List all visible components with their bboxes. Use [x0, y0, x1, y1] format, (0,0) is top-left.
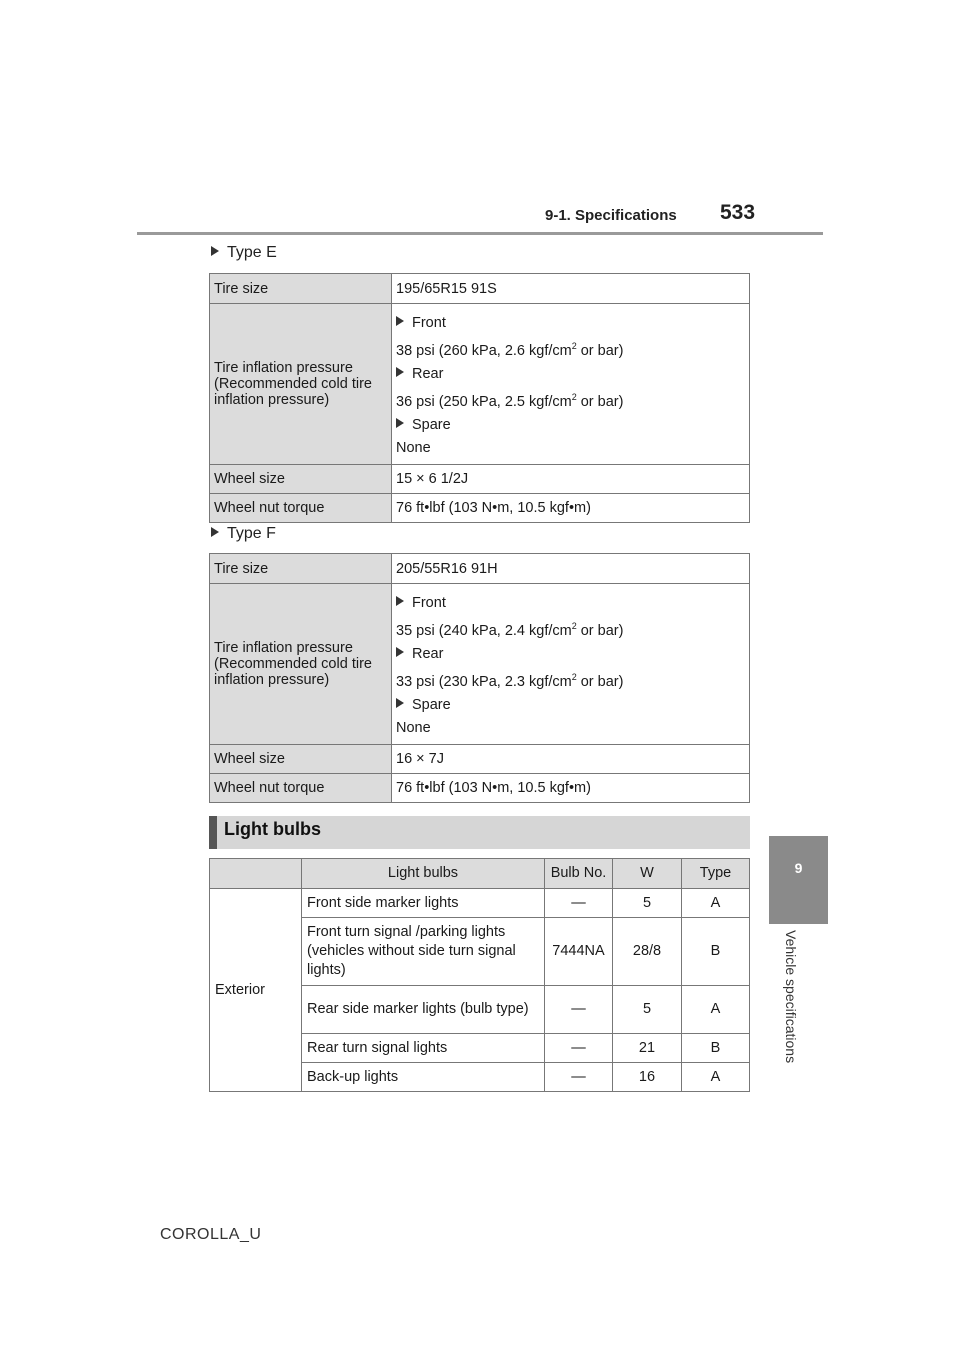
- rear-pressure-unit: or bar): [576, 393, 624, 410]
- table-header-row: [210, 859, 750, 889]
- header-rule: [137, 232, 823, 235]
- type-f-table: [209, 553, 750, 803]
- column-header: Type: [682, 859, 750, 889]
- front-label: Front: [412, 315, 446, 331]
- chapter-label-text: Vehicle specifications: [783, 930, 799, 1064]
- tire-size-value: 195/65R15 91S: [392, 274, 750, 304]
- spare-value: None: [396, 719, 431, 736]
- column-header: Bulb No.: [545, 859, 613, 889]
- page-number: 533: [720, 201, 756, 224]
- bulb-name: Back-up lights: [302, 1063, 545, 1092]
- section-title: 9-1. Specifications: [545, 207, 677, 224]
- wheel-nut-torque-value: 76 ft•lbf (103 N•m, 10.5 kgf•m): [392, 773, 750, 802]
- type-f-heading: [211, 525, 276, 543]
- triangle-bullet-icon: [396, 596, 404, 606]
- rear-label: Rear: [412, 645, 444, 662]
- type-f-heading-text: Type F: [227, 525, 276, 542]
- bulb-name: Front side marker lights: [302, 889, 545, 918]
- bulb-watts: 5: [613, 986, 682, 1034]
- bulb-watts: 21: [613, 1034, 682, 1063]
- rear-pressure-unit: or bar): [576, 673, 624, 690]
- spare-label: Spare: [412, 416, 451, 433]
- front-label: Front: [412, 595, 446, 611]
- rear-label: Rear: [412, 365, 444, 382]
- front-pressure-unit: or bar): [576, 342, 624, 359]
- wheel-size-value: 16 × 7J: [392, 744, 750, 773]
- table-row: [210, 889, 750, 918]
- bulb-number: —: [545, 889, 613, 918]
- bulb-type: A: [682, 1063, 750, 1092]
- type-e-heading: [211, 244, 277, 262]
- light-bulbs-heading-bar: [209, 816, 217, 849]
- wheel-size-value: 15 × 6 1/2J: [392, 464, 750, 493]
- bulb-type: B: [682, 1034, 750, 1063]
- tire-size-label: Tire size: [210, 274, 392, 304]
- bulb-name: Rear side marker lights (bulb type): [302, 986, 545, 1034]
- spare-value: None: [396, 439, 431, 456]
- superscript: 2: [571, 391, 577, 402]
- triangle-bullet-icon: [211, 246, 219, 256]
- wheel-nut-torque-label: Wheel nut torque: [210, 773, 392, 802]
- group-cell: Exterior: [210, 889, 302, 1092]
- triangle-bullet-icon: [396, 698, 404, 708]
- wheel-nut-torque-label: Wheel nut torque: [210, 493, 392, 522]
- bulb-number: —: [545, 986, 613, 1034]
- light-bulbs-heading: Light bulbs: [224, 819, 321, 839]
- bulb-type: B: [682, 918, 750, 986]
- rear-pressure: 36 psi (250 kPa, 2.5 kgf/cm: [396, 393, 572, 410]
- triangle-bullet-icon: [396, 418, 404, 428]
- footer-model-code: COROLLA_U: [160, 1226, 262, 1243]
- bulb-watts: 16: [613, 1063, 682, 1092]
- tire-size-label: Tire size: [210, 554, 392, 584]
- column-header: Light bulbs: [302, 859, 545, 889]
- bulb-number: —: [545, 1034, 613, 1063]
- superscript: 2: [571, 621, 577, 631]
- tire-size-value: 205/55R16 91H: [392, 554, 750, 584]
- bulb-number: 7444NA: [545, 918, 613, 986]
- bulb-name: Front turn signal /parking lights (vehicles without side turn signal lights): [302, 918, 545, 986]
- triangle-bullet-icon: [396, 367, 404, 377]
- front-pressure: 35 psi (240 kPa, 2.4 kgf/cm: [396, 622, 572, 639]
- superscript: 2: [571, 341, 577, 351]
- chapter-number: 9: [794, 860, 803, 876]
- bulb-type: A: [682, 986, 750, 1034]
- rear-pressure: 33 psi (230 kPa, 2.3 kgf/cm: [396, 673, 572, 690]
- inflation-pressure-label: Tire inflation pressure (Recommended cold tire inflation pressure): [210, 304, 392, 465]
- wheel-size-label: Wheel size: [210, 744, 392, 773]
- superscript: 2: [571, 671, 577, 682]
- bulb-watts: 5: [613, 889, 682, 918]
- chapter-label: [779, 930, 799, 1100]
- triangle-bullet-icon: [396, 316, 404, 326]
- spare-label: Spare: [412, 696, 451, 713]
- bulb-type: A: [682, 889, 750, 918]
- inflation-pressure-values: [392, 304, 750, 465]
- front-pressure: 38 psi (260 kPa, 2.6 kgf/cm: [396, 342, 572, 359]
- column-header: W: [613, 859, 682, 889]
- wheel-size-label: Wheel size: [210, 464, 392, 493]
- triangle-bullet-icon: [396, 647, 404, 657]
- column-header: [210, 859, 302, 889]
- inflation-pressure-label: Tire inflation pressure (Recommended cold tire inflation pressure): [210, 584, 392, 745]
- type-e-table: [209, 273, 750, 523]
- type-e-heading-text: Type E: [227, 244, 277, 261]
- front-pressure-unit: or bar): [576, 622, 624, 639]
- triangle-bullet-icon: [211, 527, 219, 537]
- light-bulbs-table: [209, 858, 750, 1092]
- bulb-name: Rear turn signal lights: [302, 1034, 545, 1063]
- wheel-nut-torque-value: 76 ft•lbf (103 N•m, 10.5 kgf•m): [392, 493, 750, 522]
- bulb-number: —: [545, 1063, 613, 1092]
- chapter-tab: [769, 836, 828, 924]
- inflation-pressure-values: [392, 584, 750, 745]
- bulb-watts: 28/8: [613, 918, 682, 986]
